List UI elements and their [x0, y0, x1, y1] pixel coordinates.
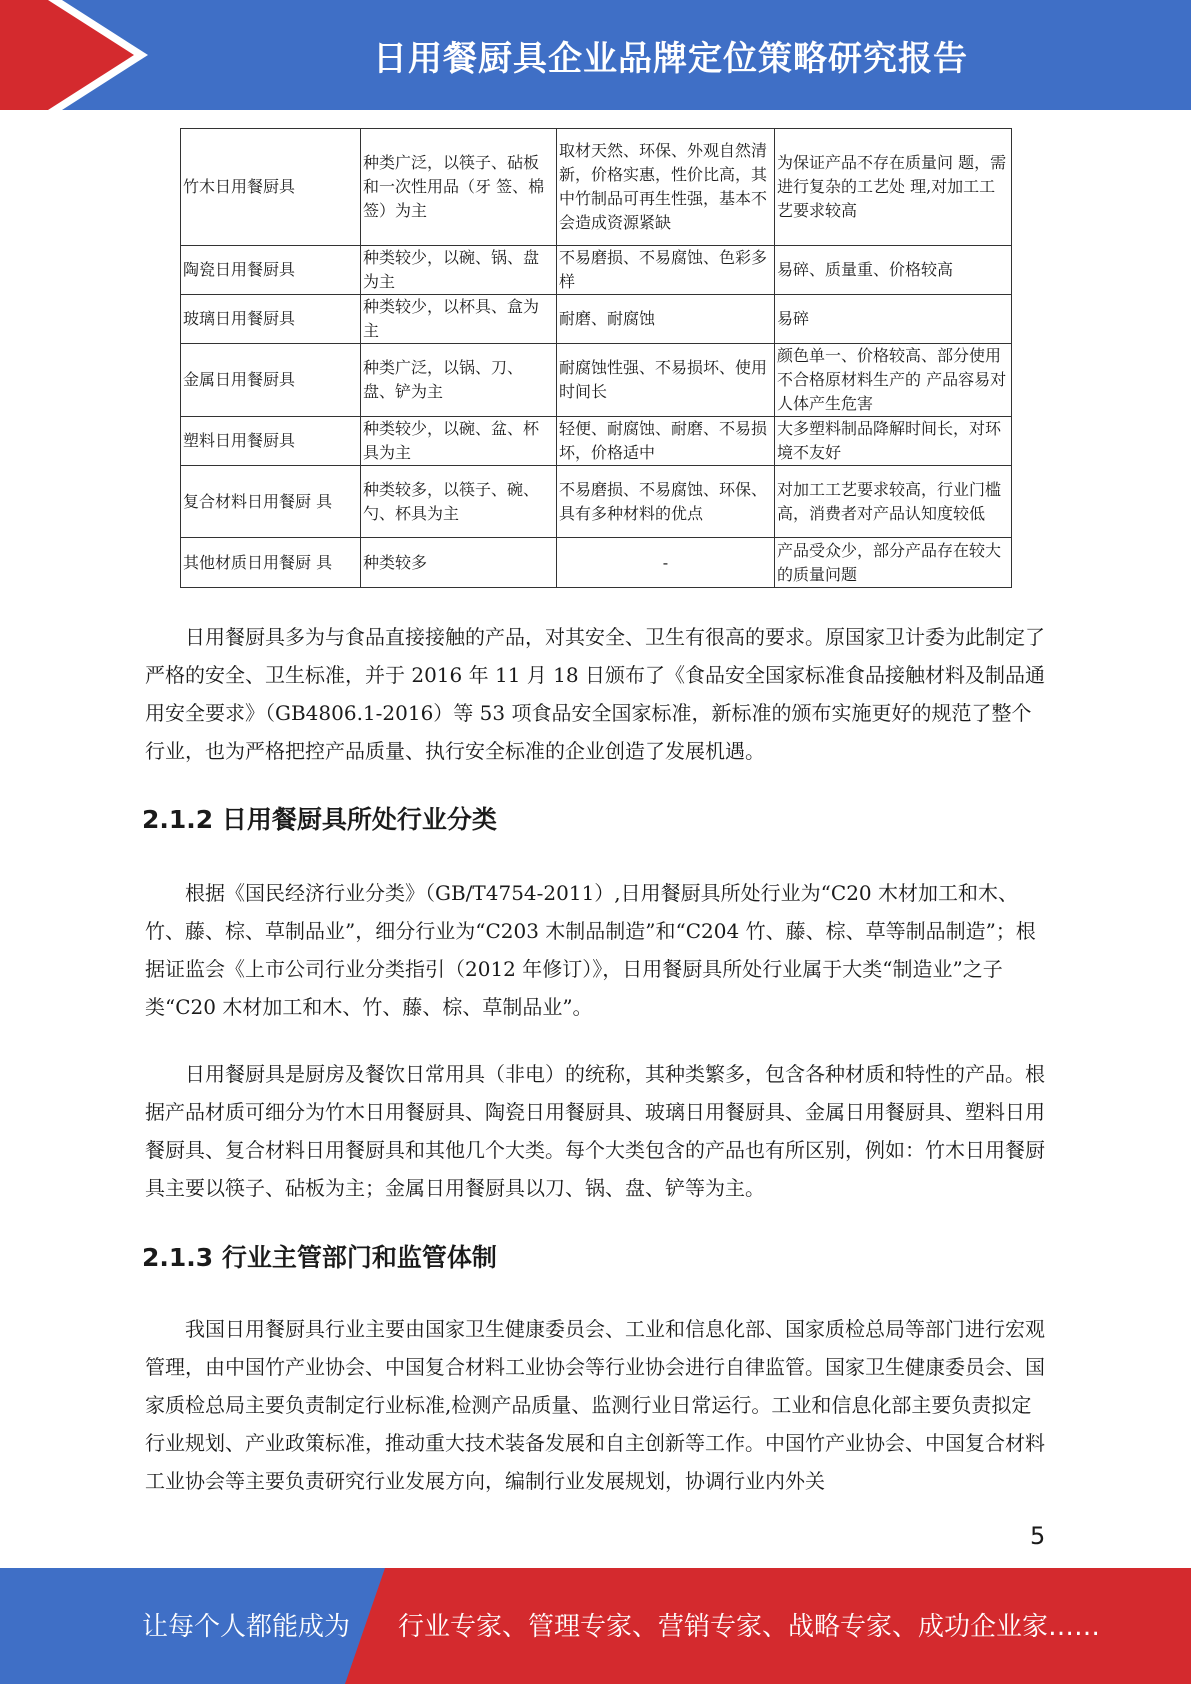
table-cell: 轻便、耐腐蚀、耐磨、不易损坏，价格适中 — [557, 417, 775, 466]
page-footer — [0, 1568, 1191, 1684]
body-paragraph: 日用餐厨具多为与食品直接接触的产品，对其安全、卫生有很高的要求。原国家卫计委为此制定了严格的安全、卫生标准，并于 2016 年 11 月 18 日颁布了《食品安全国家标准食品接触材料及制品通用安全要求》（GB4806.1-2016）等 53 项食品安全国家标准，新标准的颁布实施更好的规范了整个行业，也为严格把控产品质量、执行安全标准的企业创造了发展机遇。 — [145, 625, 1045, 763]
table-cell: 为保证产品不存在质量问 题，需进行复杂的工艺处 理,对加工工艺要求较高 — [775, 129, 1012, 246]
page-header — [0, 0, 1191, 110]
table-row — [181, 129, 1012, 246]
table-cell: 大多塑料制品降解时间长，对环境不友好 — [775, 417, 1012, 466]
footer-slogan-left: 让每个人都能成为 — [142, 1612, 351, 1642]
table-cell: 易碎、质量重、价格较高 — [775, 246, 1012, 295]
table-cell: 取材天然、环保、外观自然清新，价格实惠，性价比高，其中竹制品可再生性强，基本不会造成资源紧缺 — [557, 129, 775, 246]
table-cell: 复合材料日用餐厨 具 — [181, 466, 361, 538]
report-title: 日用餐厨具企业品牌定位策略研究报告 — [373, 38, 968, 79]
table-cell: 产品受众少，部分产品存在较大的质量问题 — [775, 538, 1012, 588]
table-cell: 耐腐蚀性强、不易损坏、使用时间长 — [557, 344, 775, 417]
table-cell: - — [557, 538, 775, 588]
table-cell: 种类广泛，以筷子、砧板和一次性用品（牙 签、棉签）为主 — [361, 129, 557, 246]
table-cell: 种类较少，以杯具、盒为主 — [361, 295, 557, 344]
body-paragraph: 我国日用餐厨具行业主要由国家卫生健康委员会、工业和信息化部、国家质检总局等部门进行宏观管理，由中国竹产业协会、中国复合材料工业协会等行业协会进行自律监管。国家卫生健康委员会、国家质检总局主要负责制定行业标准,检测产品质量、监测行业日常运行。工业和信息化部主要负责拟定行业规划、产业政策标准，推动重大技术装备发展和自主创新等工作。中国竹产业协会、中国复合材料工业协会等主要负责研究行业发展方向，编制行业发展规划，协调行业内外关 — [145, 1317, 1045, 1493]
table-cell: 竹木日用餐厨具 — [181, 129, 361, 246]
table-cell: 种类较少，以碗、锅、盘为主 — [361, 246, 557, 295]
table-row — [181, 466, 1012, 538]
section-heading: 2.1.3 行业主管部门和监管体制 — [142, 1243, 497, 1272]
table-row — [181, 295, 1012, 344]
body-paragraph: 根据《国民经济行业分类》（GB/T4754-2011）,日用餐厨具所处行业为“C20 木材加工和木、竹、藤、棕、草制品业”，细分行业为“C203 木制品制造”和“C204 竹、藤、棕、草等制品制造”；根据证监会《上市公司行业分类指引（2012 年修订）》，日用餐厨具所处行业属于大类“制造业”之子类“C20 木材加工和木、竹、藤、棕、草制品业”。 — [145, 881, 1036, 1019]
table-cell: 不易磨损、不易腐蚀、色彩多样 — [557, 246, 775, 295]
table-cell: 种类广泛，以锅、刀、盘、铲为主 — [361, 344, 557, 417]
body-paragraph: 日用餐厨具是厨房及餐饮日常用具（非电）的统称，其种类繁多，包含各种材质和特性的产品。根据产品材质可细分为竹木日用餐厨具、陶瓷日用餐厨具、玻璃日用餐厨具、金属日用餐厨具、塑料日用餐厨具、复合材料日用餐厨具和其他几个大类。每个大类包含的产品也有所区别，例如：竹木日用餐厨具主要以筷子、砧板为主；金属日用餐厨具以刀、锅、盘、铲等为主。 — [145, 1062, 1045, 1200]
table-cell: 塑料日用餐厨具 — [181, 417, 361, 466]
footer-slogan-right: 行业专家、管理专家、营销专家、战略专家、成功企业家…… — [398, 1612, 1101, 1642]
table-cell: 种类较少，以碗、盆、杯具为主 — [361, 417, 557, 466]
table-cell: 不易磨损、不易腐蚀、环保、具有多种材料的优点 — [557, 466, 775, 538]
section-heading: 2.1.2 日用餐厨具所处行业分类 — [142, 805, 497, 834]
table-cell: 金属日用餐厨具 — [181, 344, 361, 417]
table-cell: 颜色单一、价格较高、部分使用不合格原材料生产的 产品容易对人体产生危害 — [775, 344, 1012, 417]
table-cell: 种类较多，以筷子、碗、勺、杯具为主 — [361, 466, 557, 538]
table-row — [181, 344, 1012, 417]
table-cell: 易碎 — [775, 295, 1012, 344]
table-row — [181, 538, 1012, 588]
table-cell: 陶瓷日用餐厨具 — [181, 246, 361, 295]
material-comparison-table — [180, 128, 1012, 588]
table-cell: 种类较多 — [361, 538, 557, 588]
table-row — [181, 246, 1012, 295]
table-cell: 耐磨、耐腐蚀 — [557, 295, 775, 344]
page-number: 5 — [1030, 1522, 1046, 1550]
table-cell: 玻璃日用餐厨具 — [181, 295, 361, 344]
table-row — [181, 417, 1012, 466]
table-cell: 对加工工艺要求较高，行业门槛高，消费者对产品认知度较低 — [775, 466, 1012, 538]
table-cell: 其他材质日用餐厨 具 — [181, 538, 361, 588]
